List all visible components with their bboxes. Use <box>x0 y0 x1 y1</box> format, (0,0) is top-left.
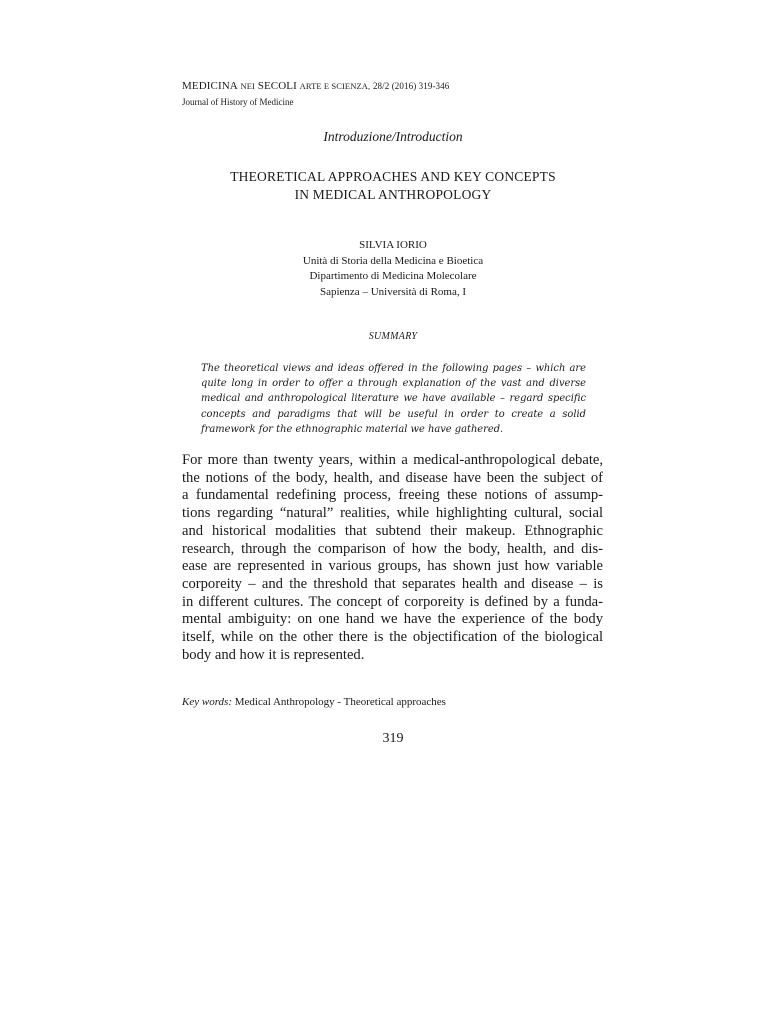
summary-heading: SUMMARY <box>368 331 418 342</box>
author-affiliation: Dipartimento di Medicina Molecolare <box>309 270 477 282</box>
summary-line: medical and anthropological literature we have available – regard specific <box>201 393 586 405</box>
article-title <box>150 168 636 204</box>
body-line: tions regarding “natural” realities, while highlighting cultural, social <box>182 505 603 522</box>
section-label: Introduzione/Introduction <box>323 129 463 144</box>
body-line: research, through the comparison of how the body, health, and dis- <box>182 540 603 557</box>
journal-name-medicina: MEDICINA <box>182 80 238 92</box>
journal-name-nei: NEI <box>240 81 255 91</box>
journal-name-secoli: SECOLI <box>257 80 297 92</box>
keywords-text: Medical Anthropology - Theoretical approaches <box>234 696 446 708</box>
title-line: THEORETICAL APPROACHES AND KEY CONCEPTS <box>230 169 556 184</box>
summary-text <box>201 361 586 437</box>
body-line: body and how it is represented. <box>182 646 365 663</box>
abstract-body <box>182 452 603 664</box>
journal-issue: 28/2 (2016) 319-346 <box>372 81 450 91</box>
journal-subtitle: Journal of History of Medicine <box>182 97 294 107</box>
author-block <box>200 238 586 300</box>
body-line: For more than twenty years, within a medical-anthropological debate, <box>182 452 603 468</box>
journal-header <box>182 80 449 92</box>
author-name: SILVIA IORIO <box>359 239 427 251</box>
body-line: the notions of the body, health, and disease have been the subject of <box>182 469 603 486</box>
title-line: IN MEDICAL ANTHROPOLOGY <box>294 187 492 202</box>
journal-name-arte: ARTE E SCIENZA, <box>299 81 371 91</box>
author-affiliation: Sapienza – Università di Roma, I <box>319 285 467 298</box>
author-affiliation: Unità di Storia della Medicina e Bioetica <box>302 254 484 267</box>
keywords <box>182 696 446 708</box>
body-line: in different cultures. The concept of corporeity is defined by a funda- <box>182 593 603 610</box>
summary-line: framework for the ethnographic material we have gathered. <box>201 423 504 435</box>
body-line: ease are represented in various groups, has shown just how variable <box>182 558 603 575</box>
body-line: corporeity – and the threshold that separates health and disease – is <box>182 575 603 592</box>
summary-line: quite long in order to offer a through explanation of the vast and diverse <box>201 378 586 390</box>
summary-line: The theoretical views and ideas offered in the following pages – which are <box>201 363 586 374</box>
keywords-label: Key words: <box>182 696 233 708</box>
body-line: itself, while on the other there is the objectification of the biological <box>182 629 603 646</box>
body-line: and historical modalities that subtend their makeup. Ethnographic <box>182 522 603 539</box>
page-number: 319 <box>382 731 404 746</box>
body-line: mental ambiguity: on one hand we have the experience of the body <box>182 611 603 628</box>
summary-line: concepts and paradigms that will be useful in order to create a solid <box>201 408 586 420</box>
body-line: a fundamental redefining process, freeing these notions of assump- <box>182 487 603 504</box>
